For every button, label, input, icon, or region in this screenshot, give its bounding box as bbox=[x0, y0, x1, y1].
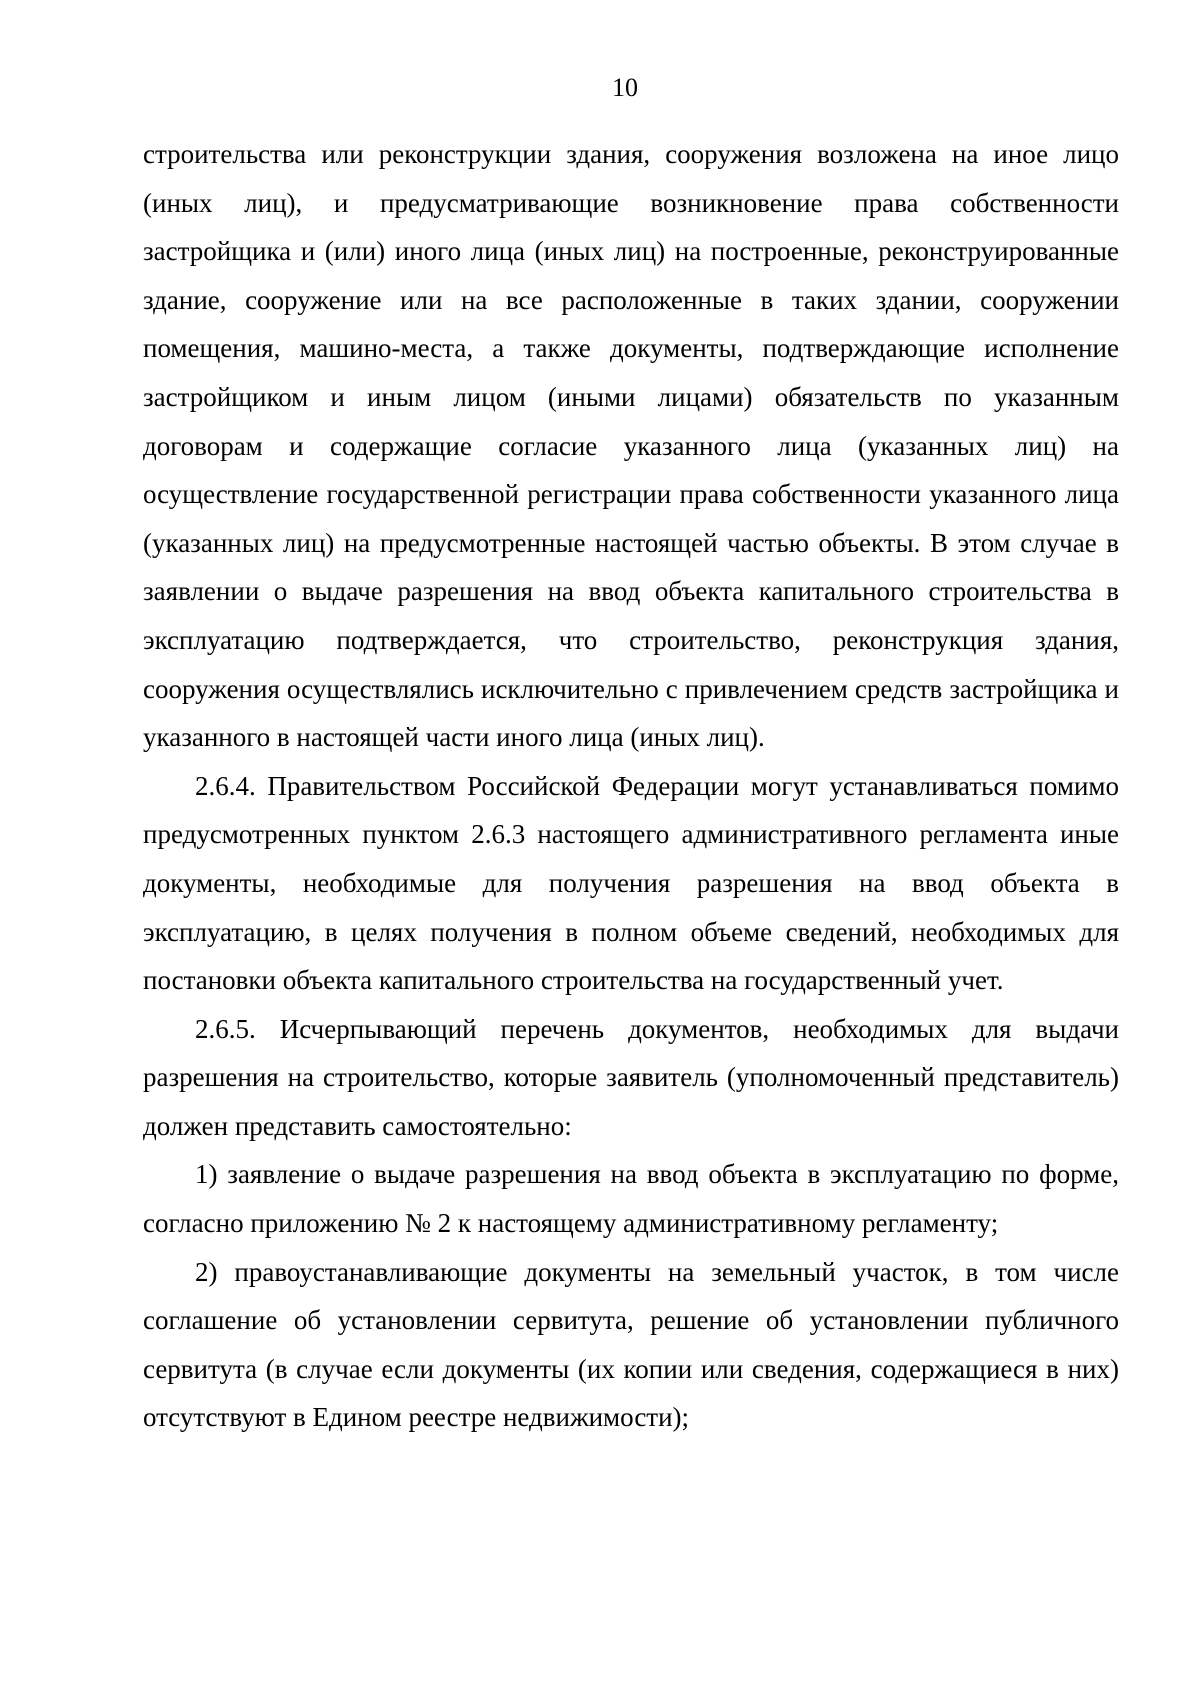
paragraph-2-6-5: 2.6.5. Исчерпывающий перечень документов, необходимых для выдачи разрешения на строительство, которые заявитель (уполномоченный представитель) должен представить самостоятельно: bbox=[143, 1013, 1119, 1141]
page-number: 10 bbox=[612, 73, 638, 102]
list-item-1: 1) заявление о выдаче разрешения на ввод объекта в эксплуатацию по форме, согласно приложению № 2 к настоящему административному регламенту; bbox=[143, 1159, 1119, 1239]
paragraph-continuation: строительства или реконструкции здания, сооружения возложена на иное лицо (иных лиц), и предусматривающие возникновение права собственности застройщика и (или) иного лица (иных лиц) на построенные, реконструированные здание, сооружение или на все расположенные в таких здании, сооружении помещения, машино-места, а также документы, подтверждающие исполнение застройщиком и иным лицом (иными лицами) обязательств по указанным договорам и содержащие согласие указанного лица (указанных лиц) на осуществление государственной регистрации права собственности указанного лица (указанных лиц) на предусмотренные настоящей частью объекты. В этом случае в заявлении о выдаче разрешения на ввод объекта капитального строительства в эксплуатацию подтверждается, что строительство, реконструкция здания, сооружения осуществлялись исключительно с привлечением средств застройщика и указанного в настоящей части иного лица (иных лиц). bbox=[143, 139, 1119, 753]
list-item-2: 2) правоустанавливающие документы на земельный участок, в том числе соглашение об установлении сервитута, решение об установлении публичного сервитута (в случае если документы (их копии или сведения, содержащиеся в них) отсутствуют в Едином реестре недвижимости); bbox=[143, 1256, 1119, 1433]
document-body bbox=[143, 130, 1119, 1442]
paragraph-2-6-4: 2.6.4. Правительством Российской Федерации могут устанавливаться помимо предусмотренных пунктом 2.6.3 настоящего административного регламента иные документы, необходимые для получения разрешения на ввод объекта в эксплуатацию, в целях получения в полном объеме сведений, необходимых для постановки объекта капитального строительства на государственный учет. bbox=[143, 770, 1119, 996]
